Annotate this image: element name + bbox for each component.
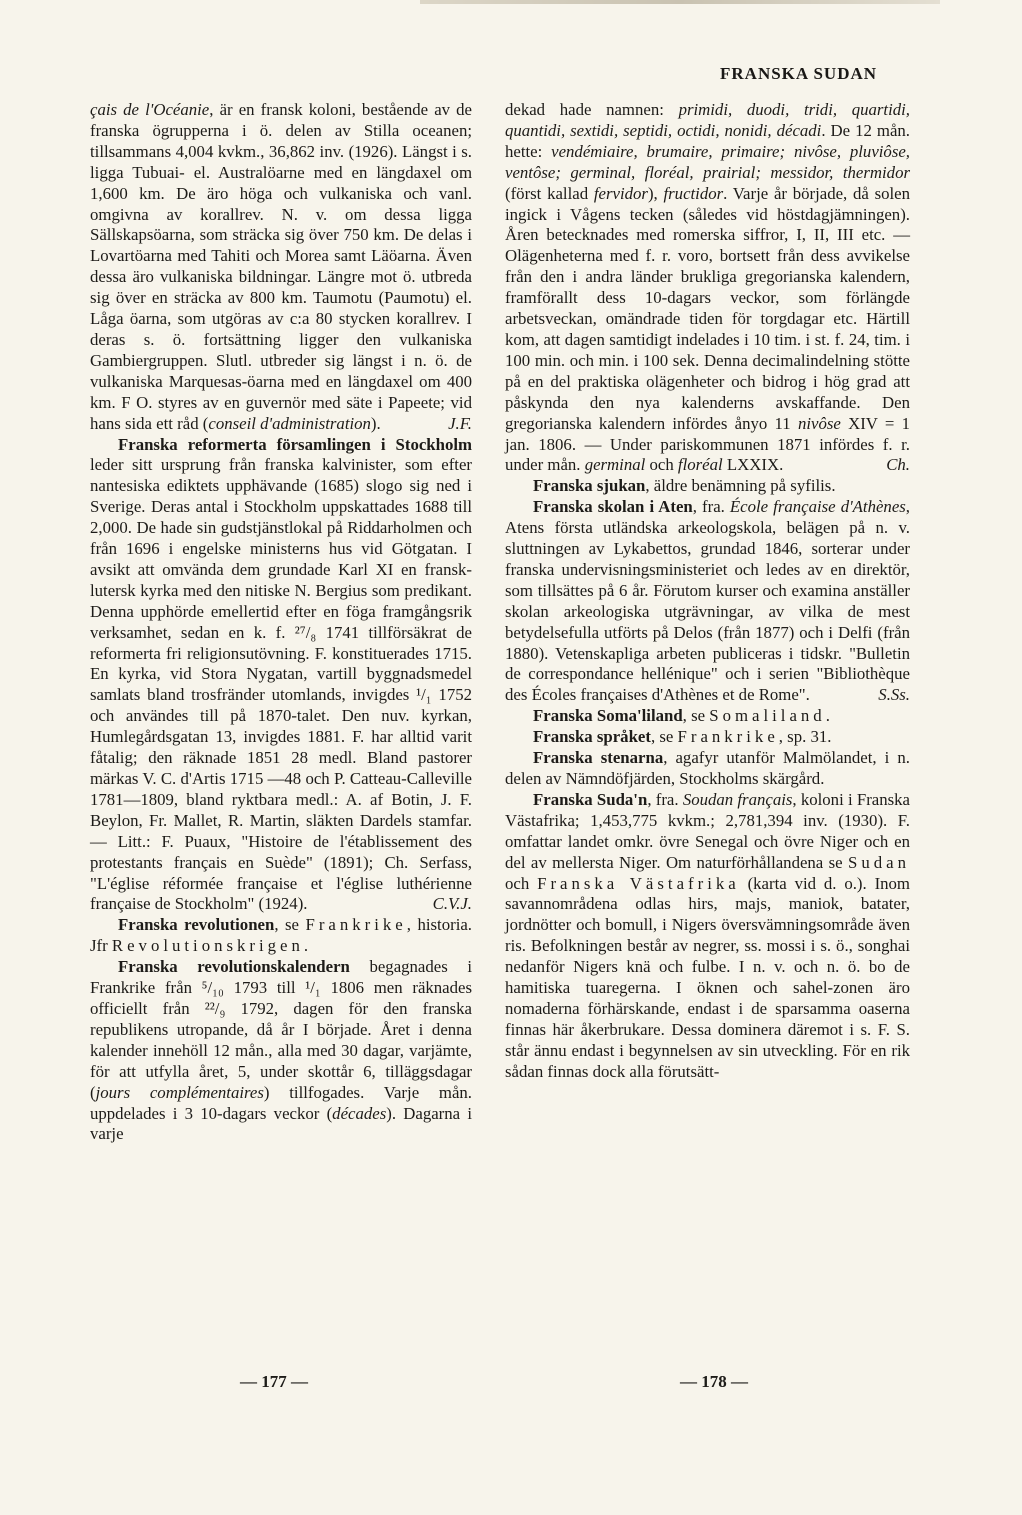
cross-reference: Frankrike bbox=[305, 915, 407, 935]
cross-reference: Sudan bbox=[848, 852, 910, 872]
entry-reformerta-forsamlingen: Franska reformerta församlingen i Stockholm leder sitt ursprung från franska kalvinister, som efter nantesiska ediktets upphävande (1685) slogo sig ned i Sverige. Deras antal i Stockholm uppskattades 1688 till 2,000. De hade sin gudstjänstlokal på Riddarholmen och från 1696 i engelske ministerns hus vid Götgatan. I avsikt att omvända dem grundade Karl XI en fransk-lutersk kyrka med den nitiske N. Bergius som predikant. Denna upphörde emellertid efter en föga framgångsrik verksamhet, sedan en k. f. ²⁷/₈ 1741 tillförsäkrat de reformerta fri religionsutövning. F. konstituerades 1715. En kyrka, vid Stora Nygatan, vartill byggnadsmedel samlats bland trosfränder utomlands, invigdes ¹/₁ 1752 och användes till på 1870-talet. Den nuv. kyrkan, Humlegårdsgatan 13, invigdes 1881. F. har alltid varit fåtalig; den räknade 1851 28 medl. Bland pastorer märkas V. C. d'Artis 1715 —48 och P. Catteau-Calleville 1781—1809, bland ryktbara medl.: A. af Botin, J. F. Beylon, Fr. Mallet, R. Martin, släkten Dardels stamfar. — Litt.: F. Puaux, "Histoire de l'établissement des protestants français en Suède" (1891); Ch. Serfass, "L'église réformée française et l'église luthérienne française de Stockholm" (1924). C.V.J. bbox=[90, 434, 472, 914]
entry-franska-sudan: Franska Suda'n, fra. Soudan français, koloni i Franska Västafrika; 1,453,775 kvkm.; 2,781,394 inv. (1930). F. omfattar landet omkr. övre Senegal och övre Niger och en del av mellersta Niger. Om naturförhållandena se Sudan och Franska Västafrika (karta vid d. o.). Inom savannområdena odlas hirs, majs, maniok, batater, jordnötter och bomull, i Nigers översvämningsområde även ris. Befolkningen består av negrer, ss. mossi i s. ö., songhai nedanför Nigers knä och fulbe. I n. v. och n. ö. bo de hamitiska tuaregerna. I öknen och sahel-zonen äro nomaderna förhärskande, endast i de sparsamma oaserna finnas här åkerbrukare. Dessa dominera däremot i s. F. S. står ännu endast i begynnelsen av sin utveckling. För en rik sådan finnas dock alla förutsätt- bbox=[505, 789, 911, 1081]
entry-headword: Franska Soma'liland bbox=[533, 706, 683, 726]
author-signature: J.F. bbox=[448, 413, 472, 433]
entry-headword: Franska Suda'n bbox=[533, 789, 648, 809]
entry-headword: Franska reformerta församlingen i Stockholm bbox=[118, 434, 472, 454]
author-signature: Ch. bbox=[886, 455, 910, 475]
entry-franska-sjukan: Franska sjukan, äldre benämning på syfilis. bbox=[533, 476, 836, 496]
right-column bbox=[505, 100, 910, 1083]
entry-headword: Franska revolutionskalendern bbox=[118, 957, 350, 977]
cross-reference: Franska Västafrika bbox=[537, 873, 740, 893]
entry-headword: Franska språket bbox=[533, 727, 651, 747]
cross-reference: Revolutionskrigen bbox=[111, 936, 304, 956]
entry-headword: Franska stenarna bbox=[533, 748, 664, 768]
entry-franska-spraket: Franska språket, se Frankrike, sp. 31. bbox=[533, 727, 832, 747]
cross-reference: Frankrike bbox=[677, 727, 779, 747]
entry-franska-somaliland: Franska Soma'liland, se Somaliland. bbox=[533, 706, 830, 726]
entry-franska-stenarna: Franska stenarna, agafyr utanför Malmölandet, i n. delen av Nämndöfjärden, Stockholms skärgård. bbox=[505, 748, 910, 788]
left-column bbox=[90, 100, 472, 1145]
running-head: FRANSKA SUDAN bbox=[720, 64, 878, 83]
entry-headword: Franska skolan i Aten bbox=[533, 497, 693, 517]
author-signature: C.V.J. bbox=[432, 894, 472, 914]
entry-headword: Franska revolutionen bbox=[118, 915, 275, 935]
page-number-right: — 178 — bbox=[680, 1372, 748, 1391]
entry-continuation: çais de l'Océanie, är en fransk koloni, bestående av de franska ögrupperna i ö. delen av Stilla oceanen; tillsammans 4,004 kvkm., 36,862 inv. (1926). Längst i s. ligga Tubuai- el. Australöarne med en längdaxel om 1,600 km. De äro höga och vulkaniska och vanl. omgivna av korallrev. N. v. om dessa ligga Sällskapsöarna, som sträcka sig över 750 km. De delas i Lovartöarna med Tahiti och Morea samt Läöarna. Även dessa äro vulkaniska bildningar. Längre mot ö. utbreda sig över en sträcka av 800 km. Taumotu (Paumotu) el. Låga öarna, som utgöras av c:a 80 stycken korallrev. I deras s. ö. fortsättning ligger den vulkaniska Gambiergruppen. Slutl. utbreder sig längst i n. ö. de vulkaniska Marquesas-öarna med en längdaxel om 400 km. F O. styres av en guvernör med säte i Papeete; vid hans sida ett råd (conseil d'administration). J.F. bbox=[90, 100, 472, 433]
page-number-left: — 177 — bbox=[240, 1372, 308, 1391]
entry-franska-skolan: Franska skolan i Aten, fra. École française d'Athènes, Atens första utländska arkeologskola, belägen på n. v. sluttningen av Lykabettos, grundad 1846, sorterar under franska undervisningsministeriet och ledes av en direktör, som tillsättes på 6 år. Förutom kurser och examina anställer skolan arkeologiska utgrävningar, av vilka de mest betydelsefulla utförts på Delos (från 1877) och i Delfi (från 1880). Vetenskapliga arbeten publiceras i tidskr. "Bulletin de correspondance hellénique" och i serien "Bibliothèque des Écoles françaises d'Athènes et de Rome". S.Ss. bbox=[505, 497, 910, 705]
entry-continuation: dekad hade namnen: primidi, duodi, tridi, quartidi, quantidi, sextidi, septidi, octidi, nonidi, décadi. De 12 mån. hette: vendémiaire, brumaire, primaire; nivôse, pluviôse, ventôse; germinal, floréal, prairial; messidor, thermidor (först kallad fervidor), fructidor. Varje år började, då solen ingick i Vågens tecken (således vid höstdagjämningen). Åren betecknades med romerska siffror, I, II, III etc. — Olägenheterna med f. r. voro, bortsett från dess avvikelse från den i andra länder brukliga gregorianska kalendern, framförallt dess 10-dagars veckor, som förlängde arbetsveckan, omändrade tiden för torgdagar etc. Härtill kom, att dagen samtidigt indelades i 10 tim. i st. f. 24, tim. i 100 min. och min. i 100 sek. Denna decimalindelning stötte på en del praktiska olägenheter och bidrog i hög grad att påskynda den nya kalenderns avskaffande. Den gregorianska kalendern infördes ånyo 11 nivôse XIV = 1 jan. 1806. — Under pariskommunen 1871 infördes f. r. under mån. germinal och floréal LXXIX. Ch. bbox=[505, 100, 911, 475]
entry-headword: Franska sjukan bbox=[533, 476, 646, 496]
entry-franska-revolutionen: Franska revolutionen, se Frankrike, historia. Jfr Revolutionskrigen. bbox=[90, 915, 472, 956]
scan-edge-strip bbox=[420, 0, 940, 4]
author-signature: S.Ss. bbox=[878, 685, 910, 705]
entry-revolutionskalendern: Franska revolutionskalendern begagnades i Frankrike från ⁵/₁₀ 1793 till ¹/₁ 1806 men räknades officiellt från ²²/₉ 1792, dagen för den franska republikens utropande, då år I började. Året i denna kalender innehöll 12 mån., alla med 30 dagar, varjämte, för att utfylla året, 5, under skottår 6, tilläggsdagar (jours complémentaires) tillfogades. Varje mån. uppdelades i 3 10-dagars veckor (décades). Dagarna i varje bbox=[90, 957, 472, 1144]
cross-reference: Somaliland bbox=[709, 706, 826, 726]
